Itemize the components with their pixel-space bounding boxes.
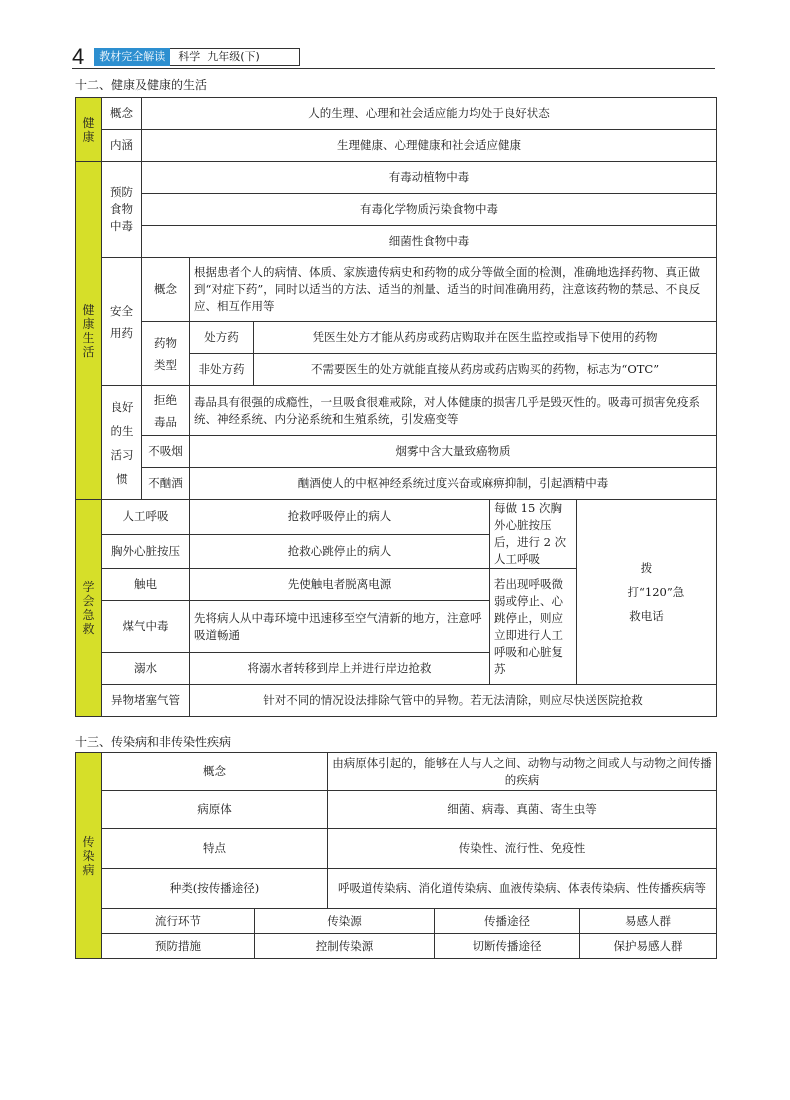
safe-drug-label: 安全用药: [102, 258, 142, 386]
concept-label: 概念: [102, 98, 142, 130]
first-aid-name: 煤气中毒: [102, 601, 190, 653]
disease-table: [75, 752, 717, 959]
disease-concept-text: 由病原体引起的，能够在人与人之间、动物与动物之间或人与动物之间传播的疾病: [328, 753, 717, 791]
health-table: [75, 97, 717, 717]
connotation-label: 内涵: [102, 130, 142, 162]
measures-label: 预防措施: [102, 934, 255, 959]
first-aid-text: 抢救心跳停止的病人: [190, 534, 490, 569]
type-text: 呼吸道传染病、消化道传染病、血液传染病、体表传染病、性传播疾病等: [328, 869, 717, 909]
drug-types-label: 药物类型: [142, 322, 190, 386]
series-badge: 教材完全解读: [94, 48, 170, 66]
health-label: 健康: [76, 98, 102, 162]
first-aid-name: 胸外心脏按压: [102, 534, 190, 569]
infectious-label: 传染病: [76, 753, 102, 959]
concept-text: 人的生理、心理和社会适应能力均处于良好状态: [142, 98, 717, 130]
no-smoking-label: 不吸烟: [142, 436, 190, 468]
header-divider: [72, 68, 715, 69]
rx-text: 凭医生处方才能从药房或药店购取并在医生监控或指导下使用的药物: [254, 322, 717, 354]
healthy-life-label: 健康生活: [76, 162, 102, 500]
pathogen-label: 病原体: [102, 791, 328, 829]
food-poisoning-label: 预防食物中毒: [102, 162, 142, 258]
first-aid-name: 人工呼吸: [102, 500, 190, 535]
first-aid-text: 抢救呼吸停止的病人: [190, 500, 490, 535]
food-item: 有毒动植物中毒: [142, 162, 717, 194]
section-12-heading: 十二、健康及健康的生活: [75, 78, 208, 92]
food-item: 有毒化学物质污染食物中毒: [142, 194, 717, 226]
first-aid-label: 学会急救: [76, 500, 102, 717]
measure-item: 保护易感人群: [580, 934, 717, 959]
first-aid-text: 先将病人从中毒环境中迅速移至空气清新的地方，注意呼吸道畅通: [190, 601, 490, 653]
type-label: 种类(按传播途径): [102, 869, 328, 909]
subject-label: [170, 48, 300, 66]
first-aid-name: 溺水: [102, 653, 190, 685]
no-drugs-label: 拒绝毒品: [142, 386, 190, 436]
airway-name: 异物堵塞气管: [102, 685, 190, 717]
rx-label: 处方药: [190, 322, 254, 354]
food-item: 细菌性食物中毒: [142, 226, 717, 258]
page-header: [72, 46, 300, 68]
airway-text: 针对不同的情况设法排除气管中的异物。若无法清除，则应尽快送医院抢救: [190, 685, 717, 717]
compression-note: 每做 15 次胸外心脏按压后，进行 2 次人工呼吸: [490, 500, 577, 569]
no-alcohol-label: 不酗酒: [142, 468, 190, 500]
first-aid-text: 将溺水者转移到岸上并进行岸边抢救: [190, 653, 490, 685]
connotation-text: 生理健康、心理健康和社会适应健康: [142, 130, 717, 162]
section-13-heading: 十三、传染病和非传染性疾病: [75, 735, 232, 749]
grade: 九年级(下): [207, 50, 260, 63]
disease-concept-label: 概念: [102, 753, 328, 791]
otc-label: 非处方药: [190, 354, 254, 386]
habits-label: 良好的生活习惯: [102, 386, 142, 500]
first-aid-name: 触电: [102, 569, 190, 601]
no-smoking-text: 烟雾中含大量致癌物质: [190, 436, 717, 468]
first-aid-text: 先使触电者脱离电源: [190, 569, 490, 601]
feature-text: 传染性、流行性、免疫性: [328, 829, 717, 869]
drug-concept-label: 概念: [142, 258, 190, 322]
link-item: 易感人群: [580, 909, 717, 934]
pathogen-text: 细菌、病毒、真菌、寄生虫等: [328, 791, 717, 829]
measure-item: 切断传播途径: [435, 934, 580, 959]
link-item: 传播途径: [435, 909, 580, 934]
measure-item: 控制传染源: [255, 934, 435, 959]
subject: 科学: [178, 50, 201, 63]
no-alcohol-text: 酗酒使人的中枢神经系统过度兴奋或麻痹抑制，引起酒精中毒: [190, 468, 717, 500]
otc-text: 不需要医生的处方就能直接从药房或药店购买的药物，标志为“OTC”: [254, 354, 717, 386]
links-label: 流行环节: [102, 909, 255, 934]
no-drugs-text: 毒品具有很强的成瘾性，一旦吸食很难戒除，对人体健康的损害几乎是毁灭性的。吸毒可损害免疫系统、神经系统、内分泌系统和生殖系统，引发癌变等: [190, 386, 717, 436]
page-number: 4: [72, 44, 85, 69]
drug-concept-text: 根据患者个人的病情、体质、家族遗传病史和药物的成分等做全面的检测，准确地选择药物、真正做到“对症下药”，同时以适当的方法、适当的剂量、适当的时间准确用药，注意该药物的禁忌、不良反应、相互作用等: [190, 258, 717, 322]
feature-label: 特点: [102, 829, 328, 869]
link-item: 传染源: [255, 909, 435, 934]
cpr-note: 若出现呼吸微弱或停止、心跳停止，则应立即进行人工呼吸和心脏复苏: [490, 569, 577, 685]
call-120: 拨打“120”急救电话: [577, 500, 717, 685]
